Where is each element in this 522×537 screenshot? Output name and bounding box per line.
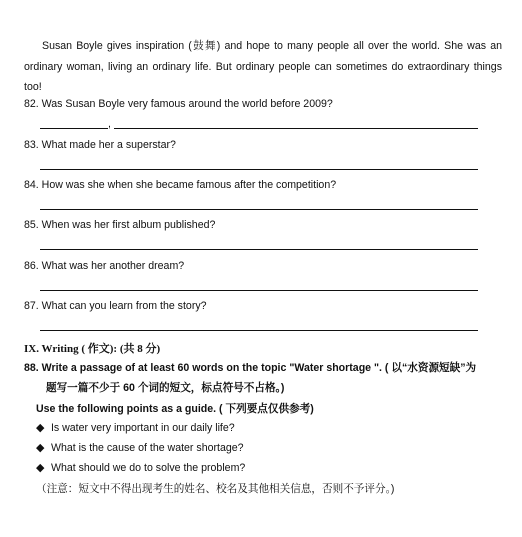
- point-1: [36, 421, 235, 434]
- answer-line-86: [40, 290, 478, 291]
- question-86: 86. What was her another dream?: [24, 260, 185, 272]
- answer-line-82b: [114, 128, 478, 129]
- question-87: 87. What can you learn from the story?: [24, 300, 207, 312]
- point-text: What is the cause of the water shortage?: [50, 442, 244, 454]
- points-intro: Use the following points as a guide. ( 下列要点仅供参考): [36, 403, 314, 415]
- diamond-bullet-icon: ◆: [36, 442, 45, 454]
- question-83: 83. What made her a superstar?: [24, 139, 176, 151]
- point-3: [36, 461, 245, 474]
- note: （注意：短文中不得出现考生的姓名、校名及其他相关信息，否则不予评分。): [36, 483, 395, 495]
- section-heading-writing: IX. Writing ( 作文): (共 8 分): [24, 343, 161, 355]
- point-2: [36, 441, 244, 454]
- answer-line-82a: [40, 128, 108, 129]
- question-84: 84. How was she when she became famous after the competition?: [24, 179, 337, 191]
- question-82: 82. Was Susan Boyle very famous around the world before 2009?: [24, 98, 333, 110]
- question-88-line1: 88. Write a passage of at least 60 words on the topic "Water shortage ". ( 以“水资源短缺”为: [24, 362, 477, 374]
- answer-comma: ,: [108, 118, 111, 130]
- question-85: 85. When was her first album published?: [24, 219, 216, 231]
- point-text: Is water very important in our daily life?: [50, 422, 235, 434]
- answer-line-83: [40, 169, 478, 170]
- answer-line-87: [40, 330, 478, 331]
- answer-line-85: [40, 249, 478, 250]
- reading-passage: Susan Boyle gives inspiration (鼓舞) and hope to many people all over the world. She was an ordinary woman, living an ordinary life. But ordinary people can sometimes do extraordinary things too!: [24, 40, 502, 93]
- answer-line-84: [40, 209, 478, 210]
- diamond-bullet-icon: ◆: [36, 462, 45, 474]
- diamond-bullet-icon: ◆: [36, 422, 45, 434]
- question-88-line2: 题写一篇不少于 60 个词的短文，标点符号不占格。): [46, 382, 285, 394]
- point-text: What should we do to solve the problem?: [50, 462, 246, 474]
